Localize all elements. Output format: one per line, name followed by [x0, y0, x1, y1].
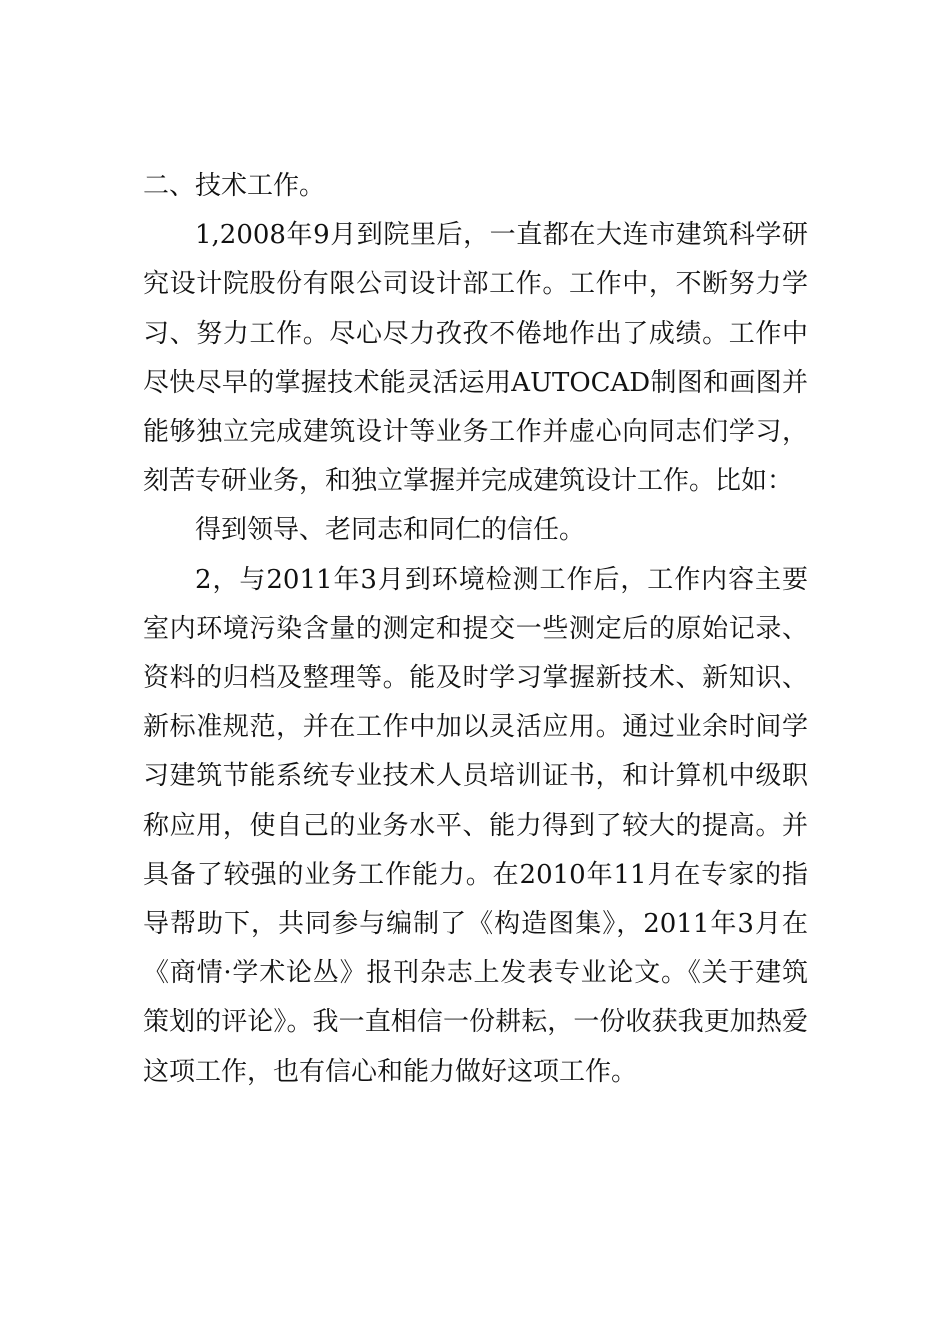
- document-body: [143, 162, 808, 1097]
- paragraph-trust: 得到领导、老同志和同仁的信任。: [195, 515, 586, 546]
- paragraph-design-work: 1,2008年9月到院里后，一直都在大连市建筑科学研究设计院股份有限公司设计部工作。工作中，不断努力学习、努力工作。尽心尽力孜孜不倦地作出了成绩。工作中尽快尽早的掌握技术能灵活运用AUTOCAD制图和画图并能够独立完成建筑设计等业务工作并虚心向同志们学习，刻苦专研业务，和独立掌握并完成建筑设计工作。比如：: [143, 220, 808, 497]
- section-heading: 二、技术工作。: [143, 171, 326, 201]
- paragraph-environment-testing: 2，与2011年3月到环境检测工作后，工作内容主要室内环境污染含量的测定和提交一些测定后的原始记录、资料的归档及整理等。能及时学习掌握新技术、新知识、新标准规范，并在工作中加以灵活应用。通过业余时间学习建筑节能系统专业技术人员培训证书，和计算机中级职称应用，使自己的业务水平、能力得到了较大的提高。并具备了较强的业务工作能力。在2010年11月在专家的指导帮助下，共同参与编制了《构造图集》，2011年3月在《商情·学术论丛》报刊杂志上发表专业论文。《关于建筑策划的评论》。我一直相信一份耕耘，一份收获我更加热爱这项工作，也有信心和能力做好这项工作。: [143, 564, 808, 1087]
